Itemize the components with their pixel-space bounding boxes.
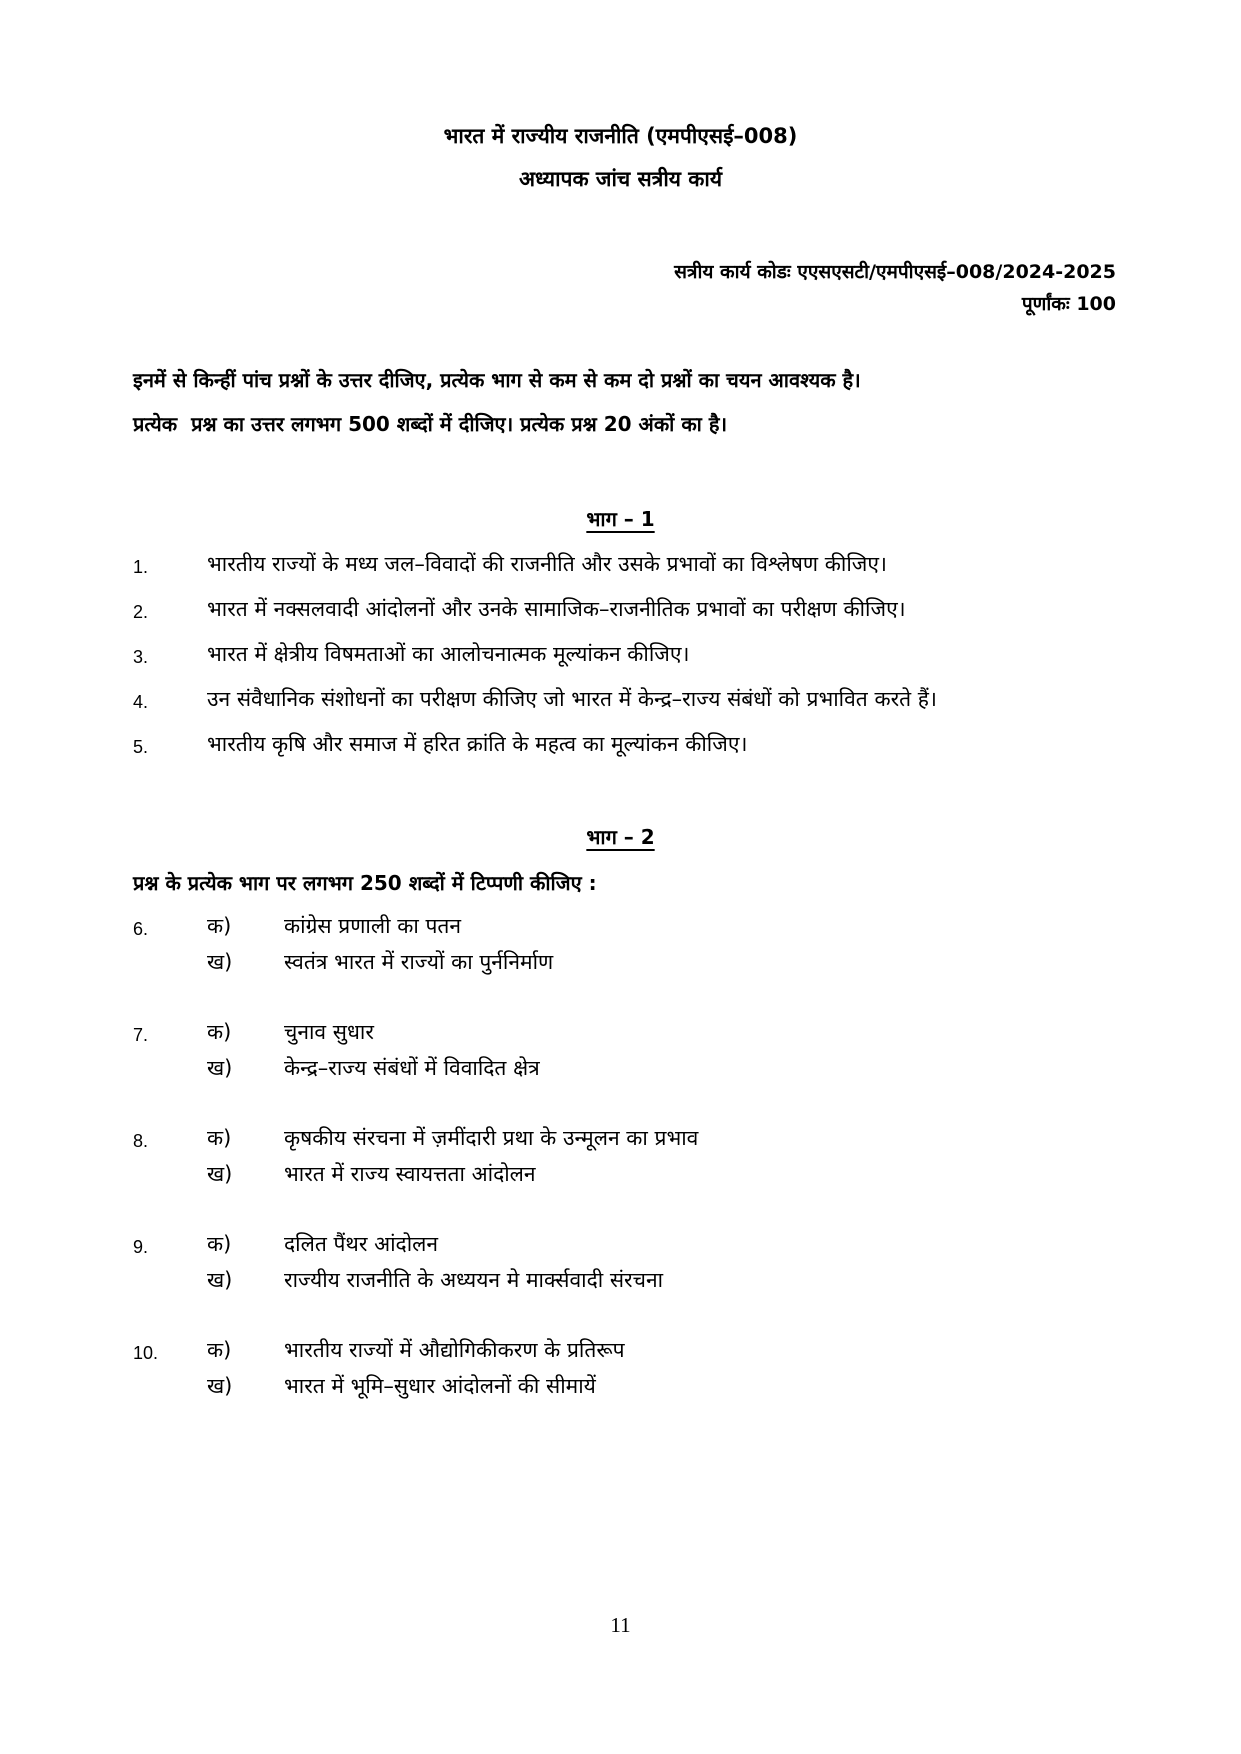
question-text: भारत में क्षेत्रीय विषमताओं का आलोचनात्मक मूल्यांकन कीजिए।: [207, 642, 690, 666]
sub-question-b: भारत में राज्य स्वायत्तता आंदोलन: [284, 1162, 536, 1186]
question-number: 7.: [133, 1025, 149, 1045]
sub-label-b: ख): [207, 1374, 233, 1398]
max-marks: पूर्णांकः 100: [1021, 293, 1116, 315]
sub-question-b: स्वतंत्र भारत में राज्यों का पुर्ननिर्माण: [284, 950, 554, 974]
sub-question-a: चुनाव सुधार: [284, 1020, 374, 1044]
sub-label-a: क): [207, 1232, 232, 1256]
question-number: 3.: [133, 647, 149, 667]
sub-question-a: कृषकीय संरचना में ज़मींदारी प्रथा के उन्मूलन का प्रभाव: [284, 1126, 699, 1150]
question-number: 6.: [133, 919, 149, 939]
instruction-line-2: प्रत्येक प्रश्न का उत्तर लगभग 500 शब्दों में दीजिए। प्रत्येक प्रश्न 20 अंकों का है।: [133, 412, 728, 436]
question-text: भारतीय कृषि और समाज में हरित क्रांति के महत्व का मूल्यांकन कीजिए।: [207, 732, 748, 756]
question-number: 5.: [133, 737, 149, 757]
question-number: 8.: [133, 1131, 149, 1151]
sub-question-a: दलित पैंथर आंदोलन: [284, 1232, 439, 1256]
sub-label-b: ख): [207, 1056, 233, 1080]
document-subtitle: अध्यापक जांच सत्रीय कार्य: [518, 167, 723, 191]
section-2-heading: भाग – 2: [586, 825, 655, 849]
sub-label-a: क): [207, 1126, 232, 1150]
sub-label-b: ख): [207, 1162, 233, 1186]
instruction-line-1: इनमें से किन्हीं पांच प्रश्नों के उत्तर दीजिए, प्रत्येक भाग से कम से कम दो प्रश्नों का चयन आवश्यक है।: [133, 368, 861, 392]
question-number: 1.: [133, 557, 149, 577]
question-text: उन संवैधानिक संशोधनों का परीक्षण कीजिए जो भारत में केन्द्र–राज्य संबंधों को प्रभावित करते हैं।: [207, 687, 937, 711]
question-number: 10.: [133, 1343, 159, 1363]
page-number: 11: [610, 1613, 631, 1637]
question-number: 4.: [133, 692, 149, 712]
sub-label-b: ख): [207, 1268, 233, 1292]
sub-label-a: क): [207, 1020, 232, 1044]
sub-question-a: कांग्रेस प्रणाली का पतन: [284, 914, 462, 938]
sub-label-a: क): [207, 914, 232, 938]
question-text: भारत में नक्सलवादी आंदोलनों और उनके सामाजिक–राजनीतिक प्रभावों का परीक्षण कीजिए।: [207, 597, 906, 621]
sub-question-b: राज्यीय राजनीति के अध्ययन मे मार्क्सवादी संरचना: [284, 1268, 664, 1292]
document-title: भारत में राज्यीय राजनीति (एमपीएसई–008): [443, 124, 798, 148]
sub-question-a: भारतीय राज्यों में औद्योगिकीकरण के प्रतिरूप: [284, 1338, 625, 1362]
question-number: 2.: [133, 602, 149, 622]
sub-question-b: भारत में भूमि–सुधार आंदोलनों की सीमायें: [284, 1374, 596, 1398]
section-2-instruction: प्रश्न के प्रत्येक भाग पर लगभग 250 शब्दों में टिप्पणी कीजिए :: [133, 871, 597, 895]
sub-question-b: केन्द्र–राज्य संबंधों में विवादित क्षेत्र: [284, 1056, 540, 1080]
sub-label-a: क): [207, 1338, 232, 1362]
sub-label-b: ख): [207, 950, 233, 974]
question-number: 9.: [133, 1237, 149, 1257]
section-1-heading: भाग – 1: [586, 507, 655, 531]
assignment-code: सत्रीय कार्य कोडः एएसएसटी/एमपीएसई–008/2024-2025: [674, 261, 1116, 283]
question-text: भारतीय राज्यों के मध्य जल–विवादों की राजनीति और उसके प्रभावों का विश्लेषण कीजिए।: [207, 552, 887, 576]
